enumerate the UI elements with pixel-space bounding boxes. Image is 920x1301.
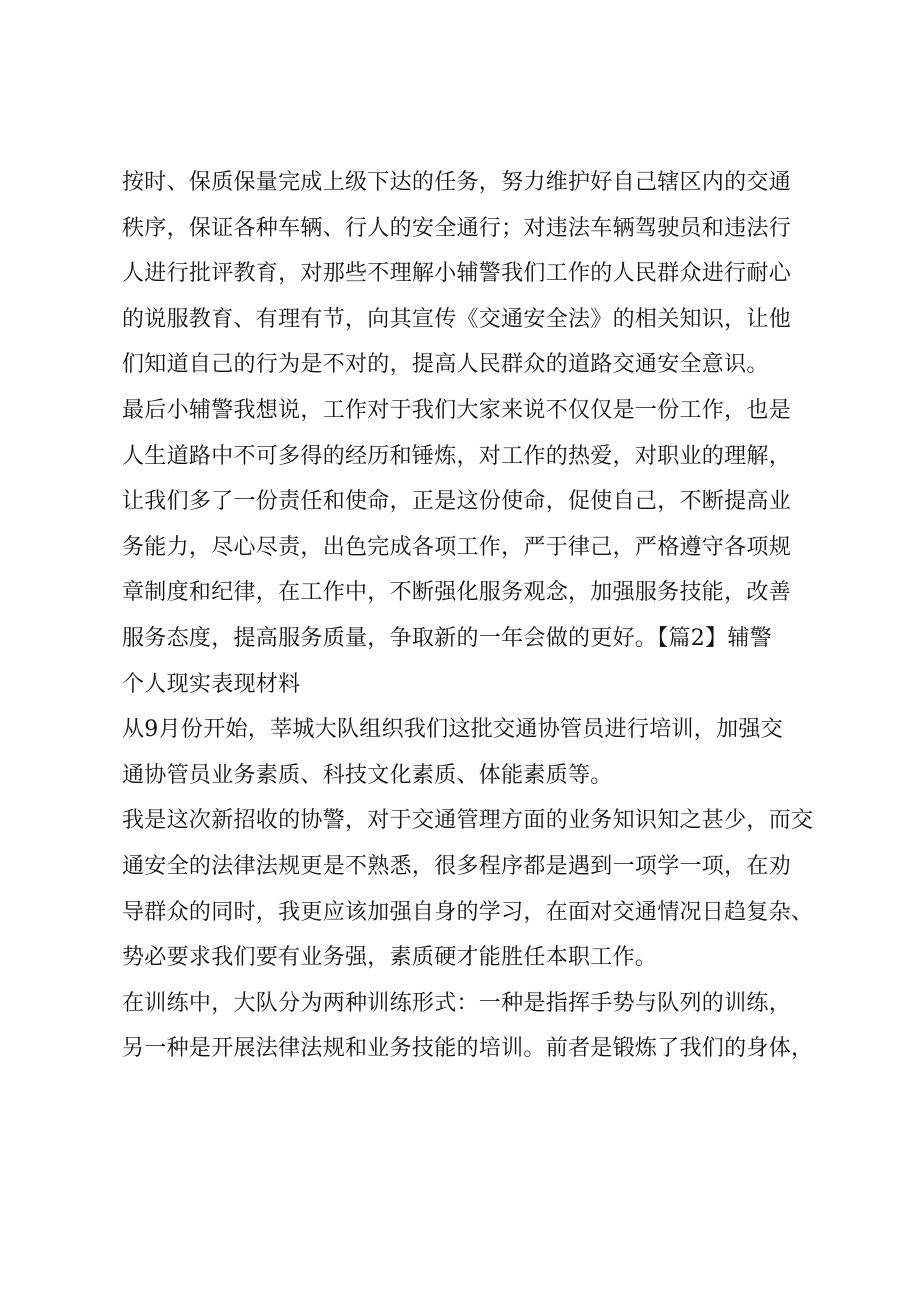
body-text	[122, 160, 822, 1072]
text-line: 人生道路中不可多得的经历和锤炼，对工作的热爱，对职业的理解，	[122, 443, 792, 469]
text-line: 们知道自己的行为是不对的，提高人民群众的道路交通安全意识。	[122, 352, 769, 378]
text-line: 的说服教育、有理有节，向其宣传《交通安全法》的相关知识，让他	[122, 306, 792, 332]
text-line: 势必要求我们要有业务强，素质硬才能胜任本职工作。	[122, 945, 658, 971]
text-line: 章制度和纪律，在工作中，不断强化服务观念，加强服务技能，改善	[122, 580, 792, 606]
text-line: 务能力，尽心尽责，出色完成各项工作，严于律己，严格遵守各项规	[122, 534, 792, 560]
text-line: 个人现实表现材料	[122, 671, 301, 697]
text-line: 导群众的同时，我更应该加强自身的学习，在面对交通情况日趋复杂、	[122, 899, 814, 925]
text-line: 服务态度，提高服务质量，争取新的一年会做的更好。【篇2】辅警	[122, 625, 772, 651]
text-line: 通安全的法律法规更是不熟悉，很多程序都是遇到一项学一项，在劝	[122, 853, 792, 879]
text-line: 让我们多了一份责任和使命，正是这份使命，促使自己，不断提高业	[122, 489, 792, 515]
text-line: 秩序，保证各种车辆、行人的安全通行；对违法车辆驾驶员和违法行	[122, 215, 792, 241]
text-line: 另一种是开展法律法规和业务技能的培训。前者是锻炼了我们的身体，	[122, 1036, 814, 1062]
text-line: 人进行批评教育，对那些不理解小辅警我们工作的人民群众进行耐心	[122, 261, 792, 287]
text-line: 最后小辅警我想说，工作对于我们大家来说不仅仅是一份工作，也是	[122, 397, 792, 423]
text-line: 在训练中，大队分为两种训练形式：一种是指挥手势与队列的训练，	[122, 990, 792, 1016]
text-line: 通协管员业务素质、科技文化素质、体能素质等。	[122, 762, 613, 788]
text-line: 我是这次新招收的协警，对于交通管理方面的业务知识知之甚少，而交	[122, 808, 814, 834]
text-line: 按时、保质保量完成上级下达的任务，努力维护好自己辖区内的交通	[122, 170, 792, 195]
text-line: 从9月份开始，莘城大队组织我们这批交通协管员进行培训，加强交	[122, 717, 783, 743]
